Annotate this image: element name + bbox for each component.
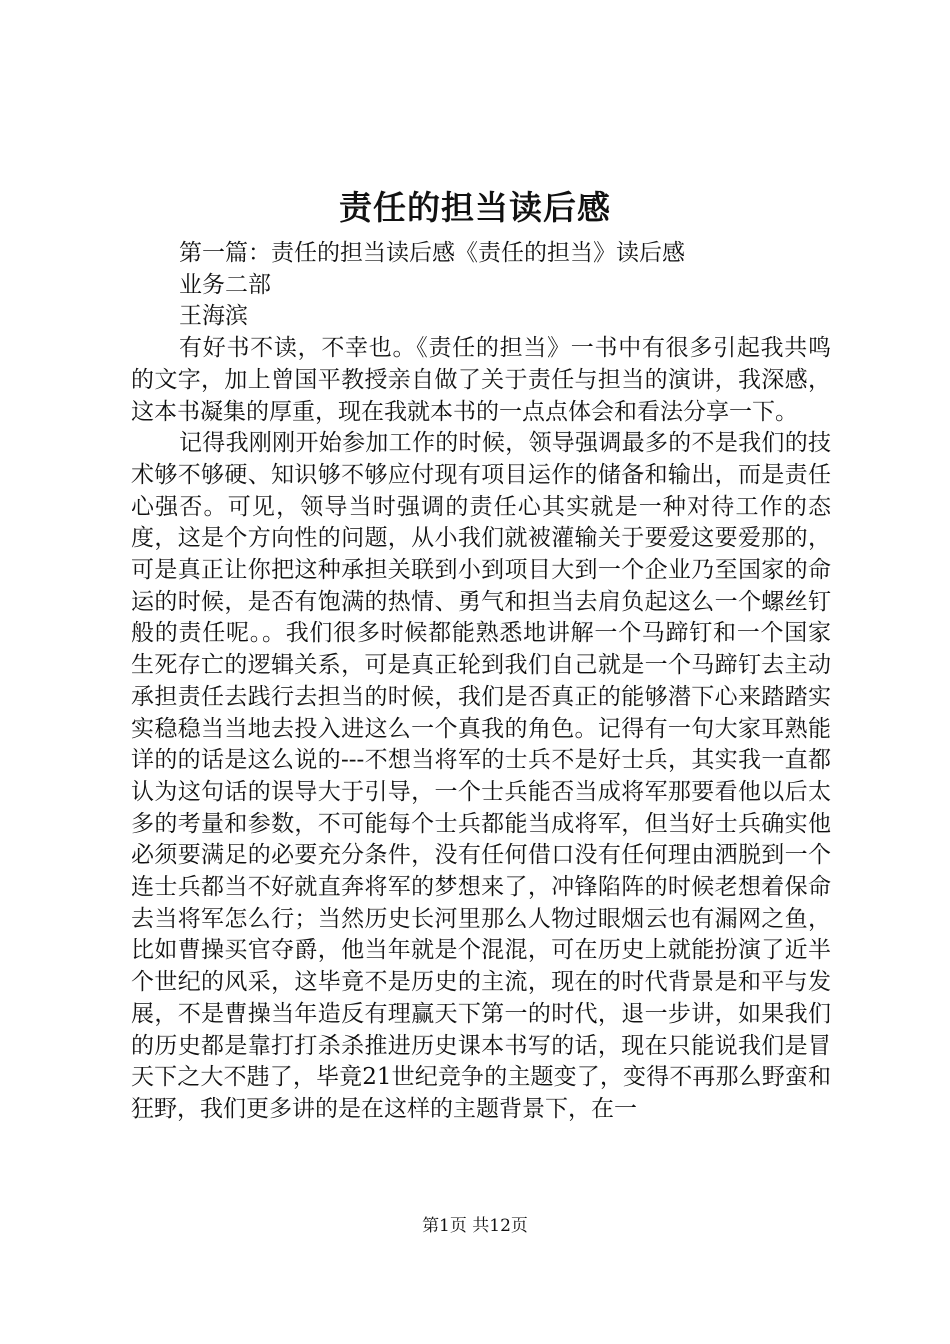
page-footer: 第1页 共12页 [422,1216,528,1236]
document-body [131,238,831,1126]
department-line: 业务二部 [179,271,271,298]
paragraph-2: 记得我刚刚开始参加工作的时候，领导强调最多的不是我们的技术够不够硬、知识够不够应付现有项目运作的储备和输出，而是责任心强否。可见，领导当时强调的责任心其实就是一种对待工作的态度，这是个方向性的问题，从小我们就被灌输关于要爱这要爱那的，可是真正让你把这种承担关联到小到项目大到一个企业乃至国家的命运的时候，是否有饱满的热情、勇气和担当去肩负起这么一个螺丝钉般的责任呢。。我们很多时候都能熟悉地讲解一个马蹄钉和一个国家生死存亡的逻辑关系，可是真正轮到我们自己就是一个马蹄钉去主动承担责任去践行去担当的时候，我们是否真正的能够潜下心来踏踏实实稳稳当当地去投入进这么一个真我的角色。记得有一句大家耳熟能详的的话是这么说的---不想当将军的士兵不是好士兵，其实我一直都认为这句话的误导大于引导，一个士兵能否当成将军那要看他以后太多的考量和参数，不可能每个士兵都能当成将军，但当好士兵确实他必须要满足的必要充分条件，没有任何借口没有任何理由洒脱到一个连士兵都当不好就直奔将军的梦想来了，冲锋陷阵的时候老想着保命去当将军怎么行；当然历史长河里那么人物过眼烟云也有漏网之鱼，比如曹操买官夺爵，他当年就是个混混，可在历史上就能扮演了近半个世纪的风采，这毕竟不是历史的主流，现在的时代背景是和平与发展，不是曹操当年造反有理赢天下第一的时代，退一步讲，如果我们的历史都是靠打打杀杀推进历史课本书写的话，现在只能说我们是冒天下之大不韪了，毕竟21世纪竞争的主题变了，变得不再那么野蛮和狂野，我们更多讲的是在这样的主题背景下，在一 [131,430,831,1122]
chapter-heading: 第一篇：责任的担当读后感《责任的担当》读后感 [179,240,685,266]
author-line: 王海滨 [179,303,248,330]
paragraph-1: 有好书不读，不幸也。《责任的担当》一书中有很多引起我共鸣的文字，加上曾国平教授亲自做了关于责任与担当的演讲，我深感，这本书凝集的厚重，现在我就本书的一点点体会和看法分享一下。 [131,335,831,425]
document-title: 责任的担当读后感 [339,188,611,227]
